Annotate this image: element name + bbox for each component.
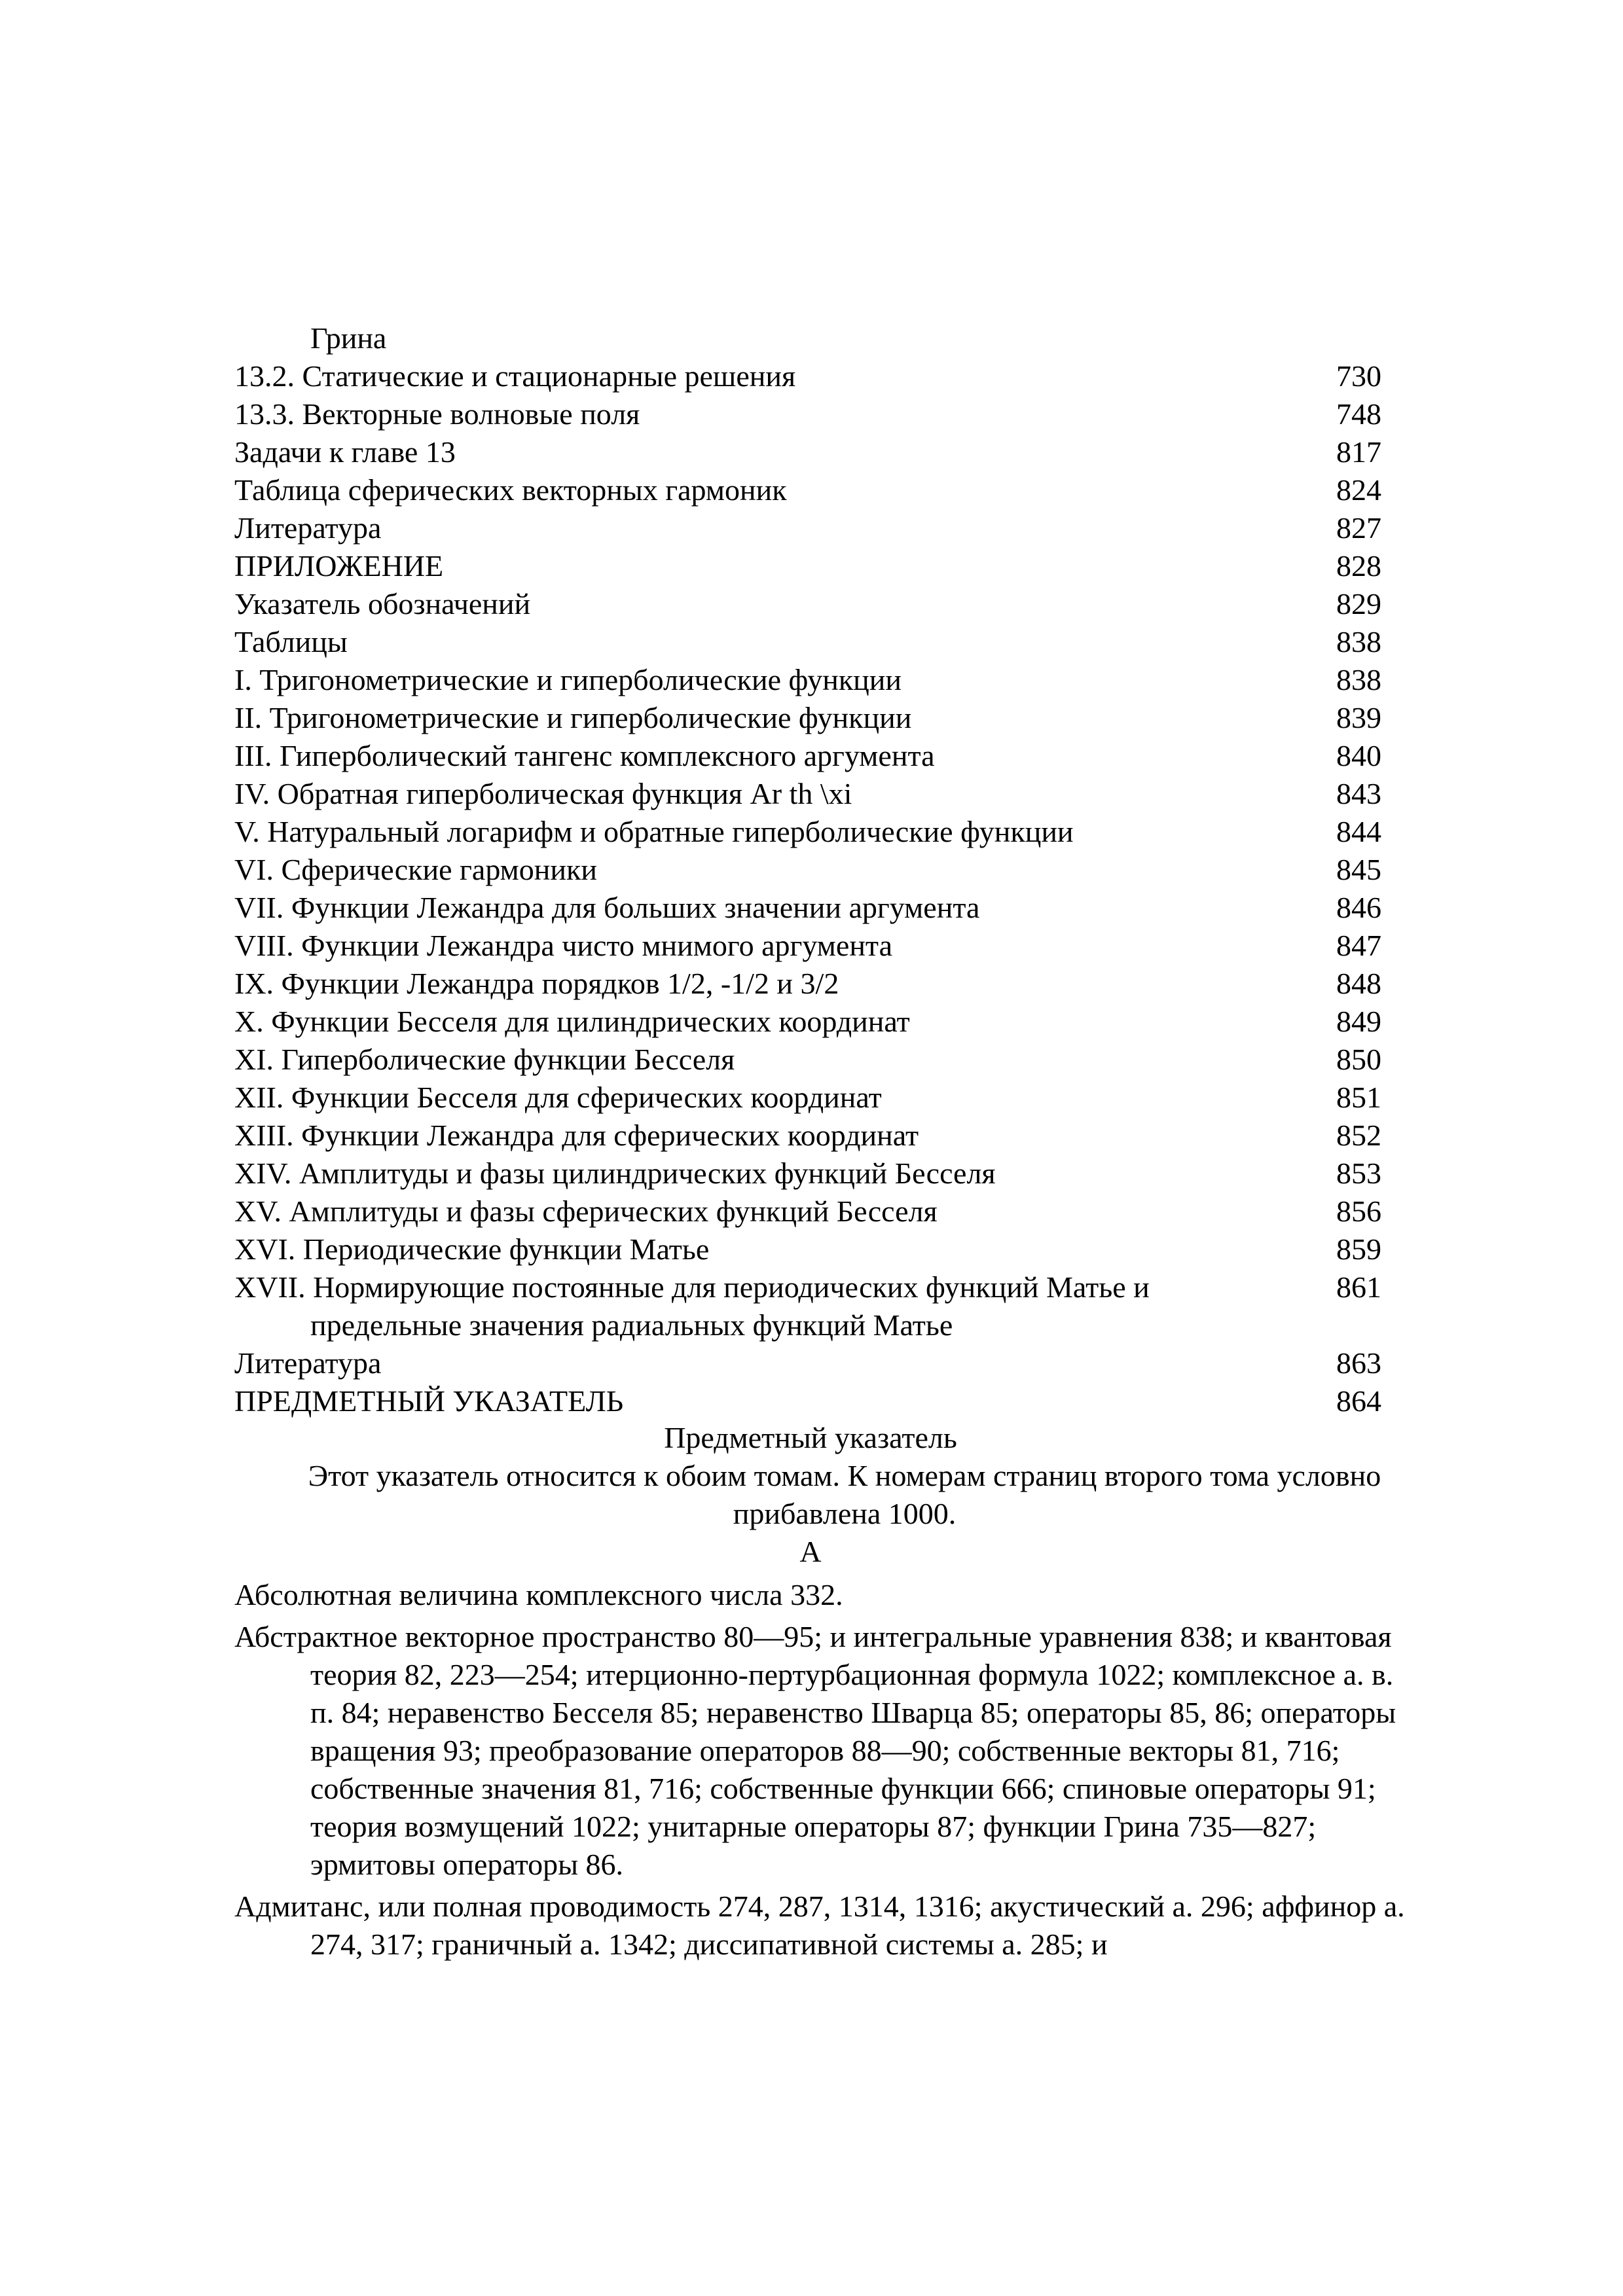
index-letter: А — [799, 1535, 822, 1568]
toc-continuation-line — [234, 319, 1381, 357]
toc-row — [234, 699, 1381, 737]
toc-page-number: 817 — [1336, 435, 1381, 469]
toc-row — [234, 965, 1381, 1003]
toc-page-number: 864 — [1336, 1384, 1381, 1418]
toc-title: XIV. Амплитуды и фазы цилиндрических функций Бесселя — [234, 1157, 996, 1190]
toc-page-number: 852 — [1336, 1119, 1381, 1152]
toc-title: Грина — [310, 321, 387, 355]
toc-page-number: 730 — [1336, 359, 1381, 393]
toc-title: XI. Гиперболические функции Бесселя — [234, 1043, 735, 1076]
toc-row — [234, 357, 1381, 395]
toc-title: XIII. Функции Лежандра для сферических координат — [234, 1119, 919, 1152]
toc-row — [234, 1041, 1381, 1079]
toc-row — [234, 1155, 1381, 1193]
toc-row — [234, 1344, 1381, 1382]
toc-title — [234, 1268, 1329, 1344]
toc-row — [234, 737, 1381, 775]
toc-page-number: 828 — [1336, 549, 1381, 583]
toc-title-line: XVII. Нормирующие постоянные для периодических функций Матье и — [234, 1270, 1150, 1304]
toc-row — [234, 1193, 1381, 1230]
toc-row-wrapped — [234, 1268, 1381, 1344]
toc-row — [234, 1382, 1381, 1420]
toc-title: I. Тригонометрические и гиперболические функции — [234, 663, 902, 696]
toc-row — [234, 1230, 1381, 1268]
toc-page-number: 863 — [1336, 1346, 1381, 1380]
toc-title: ПРИЛОЖЕНИЕ — [234, 549, 444, 583]
toc-row — [234, 1117, 1381, 1155]
toc-page-number: 861 — [1336, 1270, 1381, 1304]
toc-page-number: 838 — [1336, 625, 1381, 658]
toc-page-number: 827 — [1336, 511, 1381, 545]
table-of-contents — [234, 319, 1381, 1420]
toc-row — [234, 1003, 1381, 1041]
toc-title: 13.2. Статические и стационарные решения — [234, 359, 796, 393]
toc-title: X. Функции Бесселя для цилиндрических координат — [234, 1005, 910, 1038]
toc-row — [234, 813, 1381, 851]
toc-title: II. Тригонометрические и гиперболические функции — [234, 701, 912, 734]
toc-row — [234, 547, 1381, 585]
toc-title-line: предельные значения радиальных функций Матье — [310, 1308, 953, 1342]
toc-page-number: 850 — [1336, 1043, 1381, 1076]
toc-row — [234, 471, 1381, 509]
toc-title: XVI. Периодические функции Матье — [234, 1232, 710, 1266]
toc-title: VIII. Функции Лежандра чисто мнимого аргумента — [234, 929, 893, 962]
index-entry: Адмитанс, или полная проводимость 274, 287, 1314, 1316; акустический а. 296; аффинор а. 274, 317; граничный а. 1342; диссипативной системы а. 285; и — [234, 1890, 1405, 1961]
toc-row — [234, 889, 1381, 927]
toc-title: Литература — [234, 1346, 382, 1380]
toc-page-number: 851 — [1336, 1081, 1381, 1114]
toc-title: IX. Функции Лежандра порядков 1/2, -1/2 и 3/2 — [234, 967, 839, 1000]
index-entry: Абстрактное векторное пространство 80—95; и интегральные уравнения 838; и квантовая теория 82, 223—254; итерционно-пертурбационная формула 1022; комплексное а. в. п. 84; неравенство Бесселя 85; неравенство Шварца 85; операторы 85, 86; операторы вращения 93; преобразование операторов 88—90; собственные векторы 81, 716; собственные значения 81, 716; собственные функции 666; спиновые операторы 91; теория возмущений 1022; унитарные операторы 87; функции Грина 735—827; эрмитовы операторы 86. — [234, 1620, 1396, 1881]
toc-row — [234, 1079, 1381, 1117]
toc-title: Литература — [234, 511, 382, 545]
toc-page-number: 839 — [1336, 701, 1381, 734]
toc-page-number: 859 — [1336, 1232, 1381, 1266]
toc-title: ПРЕДМЕТНЫЙ УКАЗАТЕЛЬ — [234, 1384, 624, 1418]
toc-row — [234, 851, 1381, 889]
toc-title: Таблица сферических векторных гармоник — [234, 473, 787, 507]
toc-row — [234, 927, 1381, 965]
toc-title: III. Гиперболический тангенс комплексного аргумента — [234, 739, 935, 772]
toc-page-number: 849 — [1336, 1005, 1381, 1038]
toc-row — [234, 661, 1381, 699]
toc-page-number: 848 — [1336, 967, 1381, 1000]
toc-title: V. Натуральный логарифм и обратные гиперболические функции — [234, 815, 1074, 848]
index-heading: Предметный указатель — [664, 1421, 957, 1454]
toc-title: 13.3. Векторные волновые поля — [234, 397, 640, 431]
toc-title: Таблицы — [234, 625, 348, 658]
toc-row — [234, 623, 1381, 661]
toc-title: IV. Обратная гиперболическая функция Ar th \xi — [234, 777, 852, 810]
toc-row — [234, 395, 1381, 433]
toc-page-number: 847 — [1336, 929, 1381, 962]
toc-page-number: 844 — [1336, 815, 1381, 848]
toc-row — [234, 585, 1381, 623]
index-note: Этот указатель относится к обоим томам. К номерам страниц второго тома условно прибавлена 1000. — [308, 1459, 1381, 1530]
toc-title: XV. Амплитуды и фазы сферических функций Бесселя — [234, 1194, 938, 1228]
toc-page-number: 748 — [1336, 397, 1381, 431]
toc-title: Указатель обозначений — [234, 587, 531, 620]
toc-title: VI. Сферические гармоники — [234, 853, 597, 886]
toc-page-number: 846 — [1336, 891, 1381, 924]
toc-page-number: 838 — [1336, 663, 1381, 696]
toc-page-number: 829 — [1336, 587, 1381, 620]
toc-page-number: 824 — [1336, 473, 1381, 507]
toc-title: XII. Функции Бесселя для сферических координат — [234, 1081, 882, 1114]
index-entries — [234, 1576, 1406, 1967]
toc-page-number: 843 — [1336, 777, 1381, 810]
toc-row — [234, 775, 1381, 813]
toc-page-number: 840 — [1336, 739, 1381, 772]
toc-title: VII. Функции Лежандра для больших значении аргумента — [234, 891, 980, 924]
index-entry: Абсолютная величина комплексного числа 332. — [234, 1578, 843, 1611]
toc-title: Задачи к главе 13 — [234, 435, 456, 469]
toc-page-number: 856 — [1336, 1194, 1381, 1228]
toc-page-number: 853 — [1336, 1157, 1381, 1190]
toc-row — [234, 509, 1381, 547]
toc-page-number: 845 — [1336, 853, 1381, 886]
toc-row — [234, 433, 1381, 471]
